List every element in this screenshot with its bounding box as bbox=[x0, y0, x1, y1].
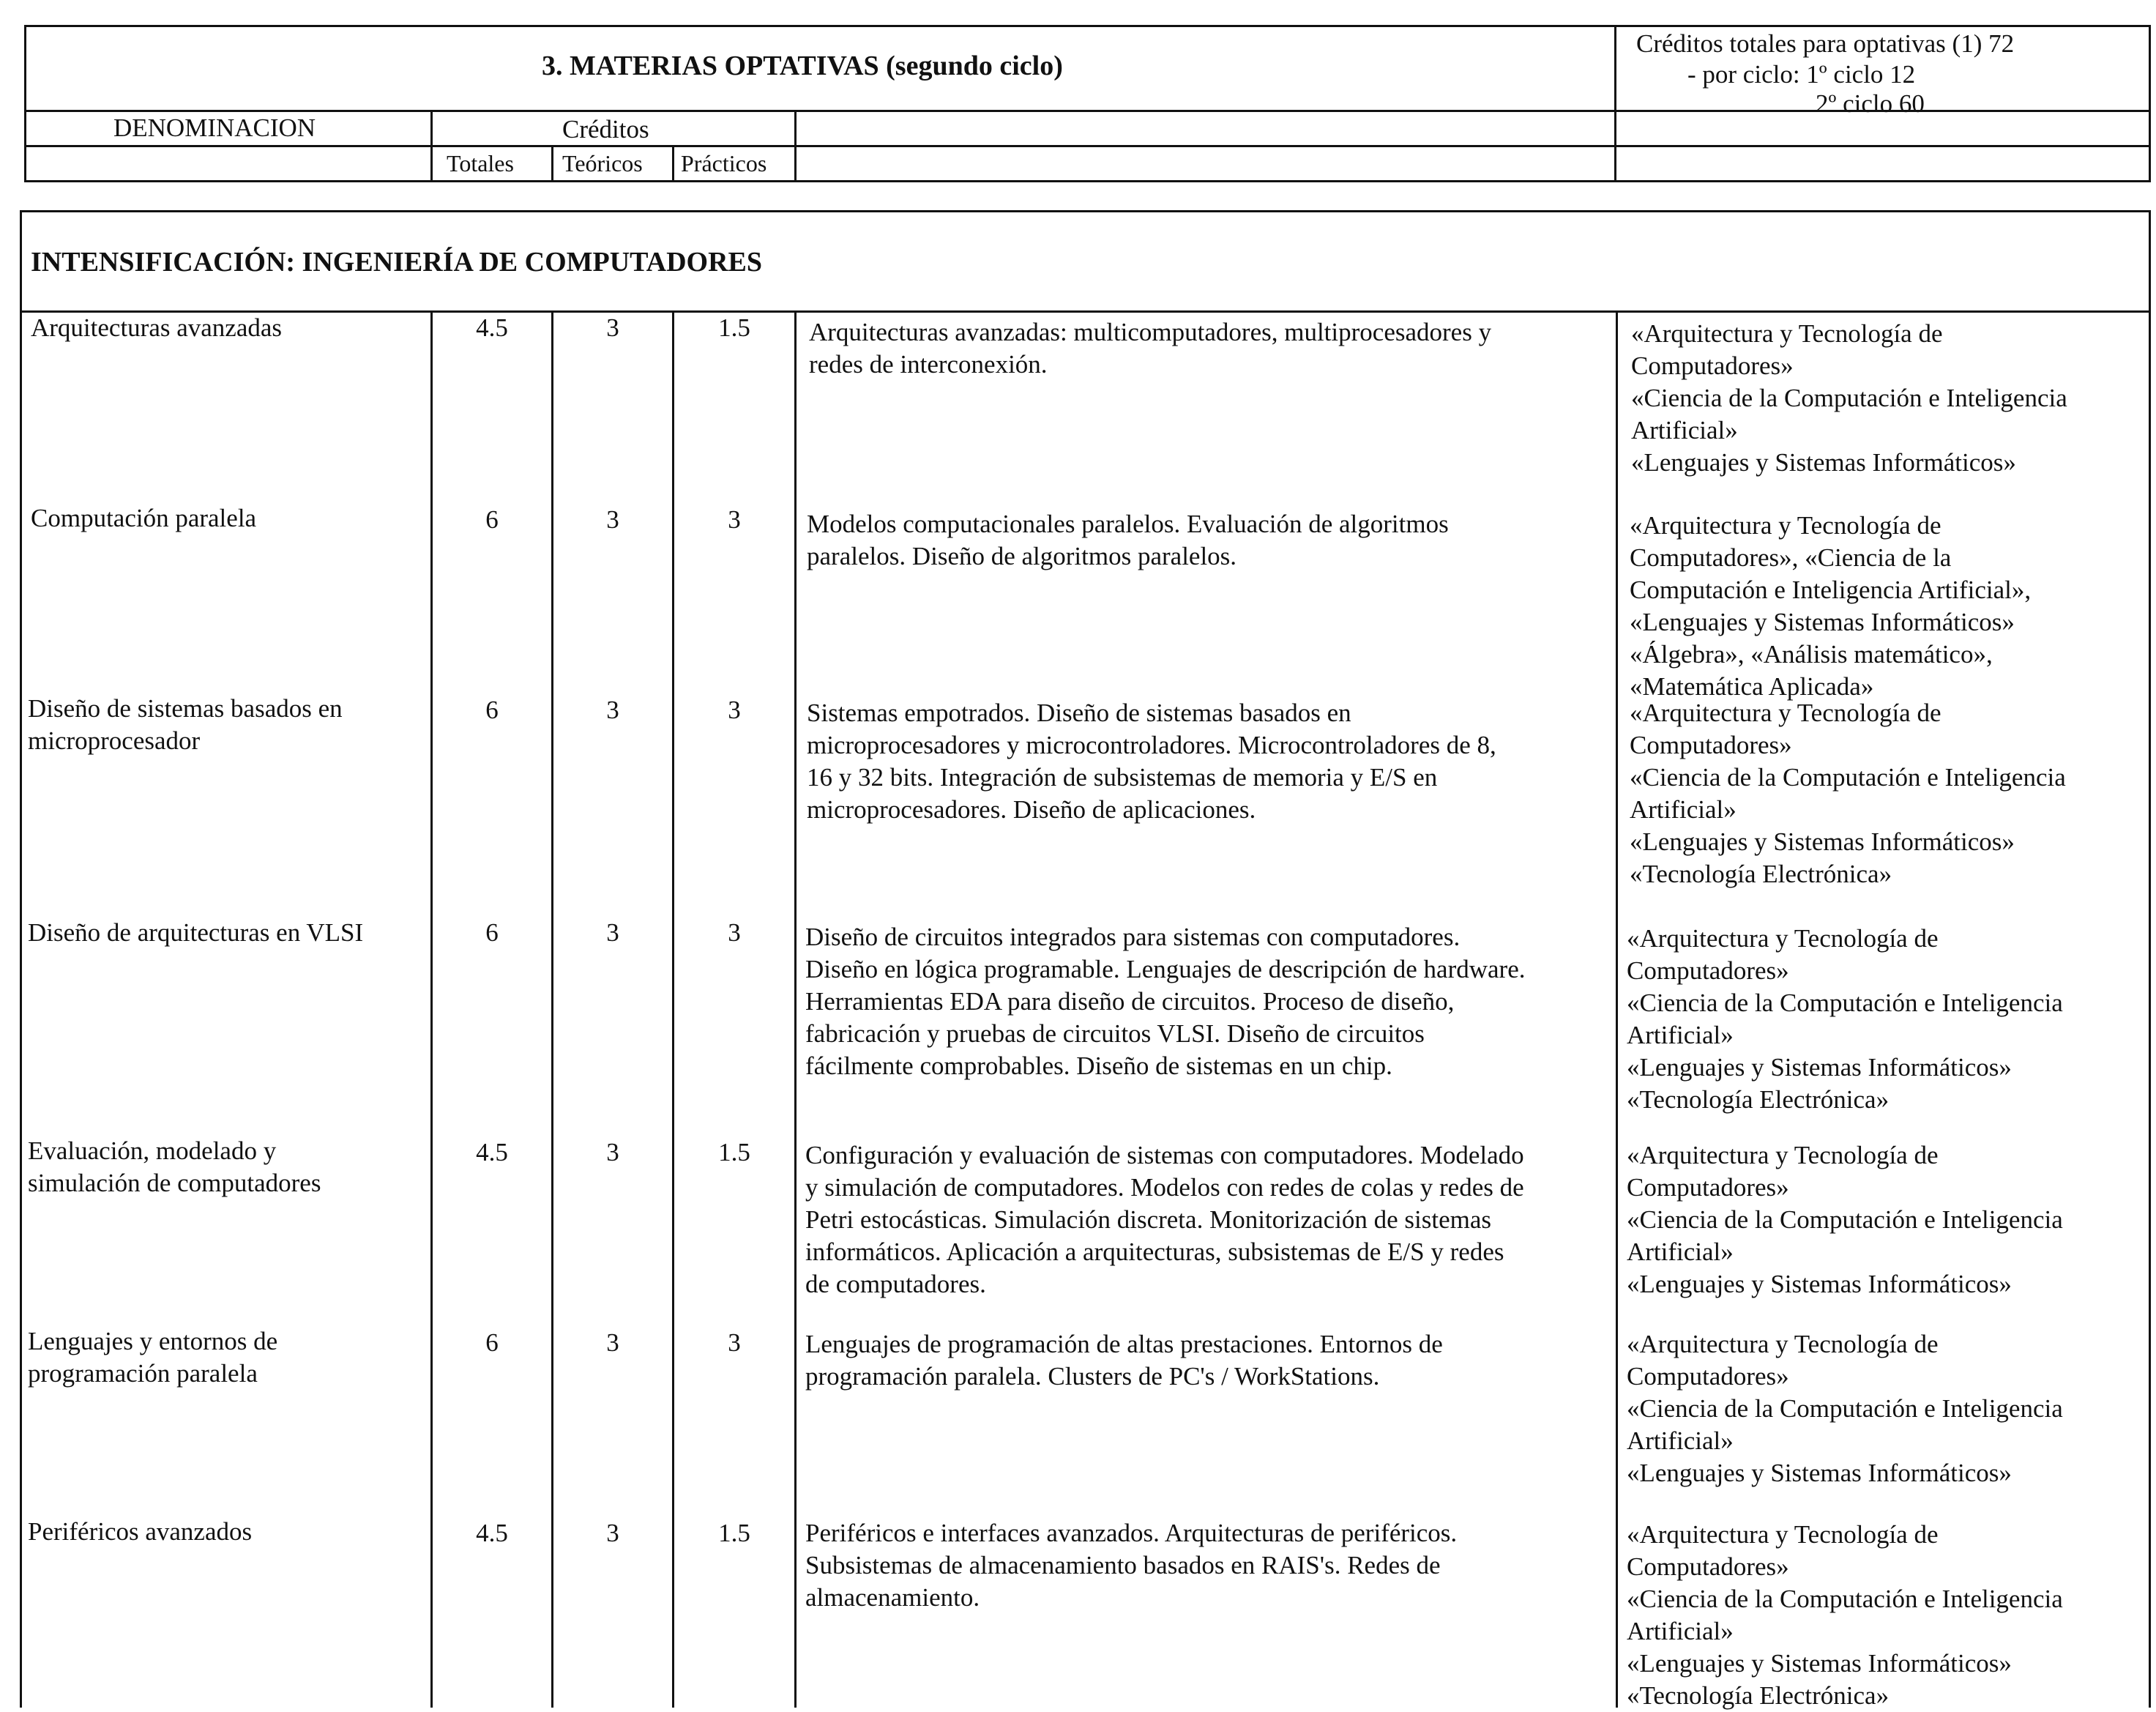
column-header-creditos: Créditos bbox=[562, 115, 649, 144]
second-cycle-credits-line: 2º ciclo 60 bbox=[1816, 89, 1925, 118]
cycle-credits-line: - por ciclo: 1º ciclo 12 bbox=[1687, 60, 1916, 89]
credits-teoricos: 3 bbox=[606, 1138, 619, 1166]
column-header-practicos: Prácticos bbox=[681, 150, 767, 176]
credits-totales: 6 bbox=[485, 696, 499, 724]
subject-name: Diseño de sistemas basados en microprocesador bbox=[28, 694, 343, 755]
knowledge-areas: «Arquitectura y Tecnología de Computadores», «Ciencia de la Computación e Inteligencia Artificial», «Lenguajes y Sistemas Informáticos» «Álgebra», «Análisis matemático», «Matemática Aplicada» bbox=[1630, 511, 2032, 701]
subject-name: Lenguajes y entornos de programación paralela bbox=[28, 1327, 278, 1388]
credits-totales: 6 bbox=[485, 1328, 499, 1357]
column-header-totales: Totales bbox=[447, 150, 514, 176]
column-header-denominacion: DENOMINACION bbox=[113, 113, 316, 142]
section-title: INTENSIFICACIÓN: INGENIERÍA DE COMPUTADORES bbox=[31, 247, 763, 278]
credits-totales: 6 bbox=[485, 505, 499, 534]
knowledge-areas: «Arquitectura y Tecnología de Computadores» «Ciencia de la Computación e Inteligencia Artificial» «Lenguajes y Sistemas Informáticos» bbox=[1631, 319, 2067, 477]
credits-practicos: 1.5 bbox=[718, 313, 750, 342]
credits-teoricos: 3 bbox=[606, 696, 619, 724]
subject-description: Periféricos e interfaces avanzados. Arquitecturas de periféricos. Subsistemas de almacenamiento basados en RAIS's. Redes de almacenamiento. bbox=[805, 1519, 1458, 1612]
credits-teoricos: 3 bbox=[606, 313, 619, 342]
page-title: 3. MATERIAS OPTATIVAS (segundo ciclo) bbox=[542, 51, 1063, 81]
credits-practicos: 3 bbox=[728, 505, 741, 534]
subject-name: Periféricos avanzados bbox=[28, 1517, 253, 1546]
subject-description: Sistemas empotrados. Diseño de sistemas basados en microprocesadores y microcontroladores. Microcontroladores de 8, 16 y 32 bits. Integración de subsistemas de memoria y E/S en microprocesadores. Diseño de aplicaciones. bbox=[807, 699, 1496, 824]
credits-teoricos: 3 bbox=[606, 1519, 619, 1547]
subject-name: Evaluación, modelado y simulación de computadores bbox=[28, 1136, 321, 1197]
knowledge-areas: «Arquitectura y Tecnología de Computadores» «Ciencia de la Computación e Inteligencia Artificial» «Lenguajes y Sistemas Informáticos» bbox=[1627, 1141, 2063, 1298]
credits-teoricos: 3 bbox=[606, 505, 619, 534]
credits-totales: 4.5 bbox=[476, 313, 508, 342]
subject-description: Diseño de circuitos integrados para sistemas con computadores. Diseño en lógica programable. Lenguajes de descripción de hardware. Herramientas EDA para diseño de circuitos. Proceso de diseño, fabricación y pruebas de circuitos VLSI. Diseño de circuitos fácilmente comprobables. Diseño de sistemas en un chip. bbox=[805, 923, 1526, 1080]
knowledge-areas: «Arquitectura y Tecnología de Computadores» «Ciencia de la Computación e Inteligencia Artificial» «Lenguajes y Sistemas Informáticos» «Tecnología Electrónica» bbox=[1630, 699, 2066, 888]
credits-practicos: 1.5 bbox=[718, 1519, 750, 1547]
subject-name: Arquitecturas avanzadas bbox=[31, 313, 283, 342]
credits-teoricos: 3 bbox=[606, 1328, 619, 1357]
credits-practicos: 1.5 bbox=[718, 1138, 750, 1166]
credits-teoricos: 3 bbox=[606, 918, 619, 947]
subject-name: Diseño de arquitecturas en VLSI bbox=[28, 918, 364, 947]
credits-totales: 4.5 bbox=[476, 1138, 508, 1166]
credits-totales: 4.5 bbox=[476, 1519, 508, 1547]
subject-description: Lenguajes de programación de altas prestaciones. Entornos de programación paralela. Clusters de PC's / WorkStations. bbox=[805, 1330, 1443, 1391]
credits-totales: 6 bbox=[485, 918, 499, 947]
subject-description: Modelos computacionales paralelos. Evaluación de algoritmos paralelos. Diseño de algoritmos paralelos. bbox=[807, 510, 1449, 570]
credits-practicos: 3 bbox=[728, 1328, 741, 1357]
credits-practicos: 3 bbox=[728, 696, 741, 724]
knowledge-areas: «Arquitectura y Tecnología de Computadores» «Ciencia de la Computación e Inteligencia Artificial» «Lenguajes y Sistemas Informáticos» bbox=[1627, 1330, 2063, 1487]
knowledge-areas: «Arquitectura y Tecnología de Computadores» «Ciencia de la Computación e Inteligencia Artificial» «Lenguajes y Sistemas Informáticos» «Tecnología Electrónica» bbox=[1627, 924, 2063, 1114]
knowledge-areas: «Arquitectura y Tecnología de Computadores» «Ciencia de la Computación e Inteligencia Artificial» «Lenguajes y Sistemas Informáticos» «Tecnología Electrónica» bbox=[1627, 1520, 2063, 1710]
subject-description: Configuración y evaluación de sistemas con computadores. Modelado y simulación de computadores. Modelos con redes de colas y redes de Petri estocásticas. Simulación discreta. Monitorización de sistemas informáticos. Aplicación a arquitecturas, subsistemas de E/S y redes de computadores. bbox=[805, 1141, 1524, 1298]
subject-name: Computación paralela bbox=[31, 504, 257, 532]
credits-practicos: 3 bbox=[728, 918, 741, 947]
subject-description: Arquitecturas avanzadas: multicomputadores, multiprocesadores y redes de interconexión. bbox=[809, 318, 1492, 379]
column-header-teoricos: Teóricos bbox=[562, 150, 643, 176]
total-credits-line: Créditos totales para optativas (1) 72 bbox=[1636, 29, 2015, 58]
